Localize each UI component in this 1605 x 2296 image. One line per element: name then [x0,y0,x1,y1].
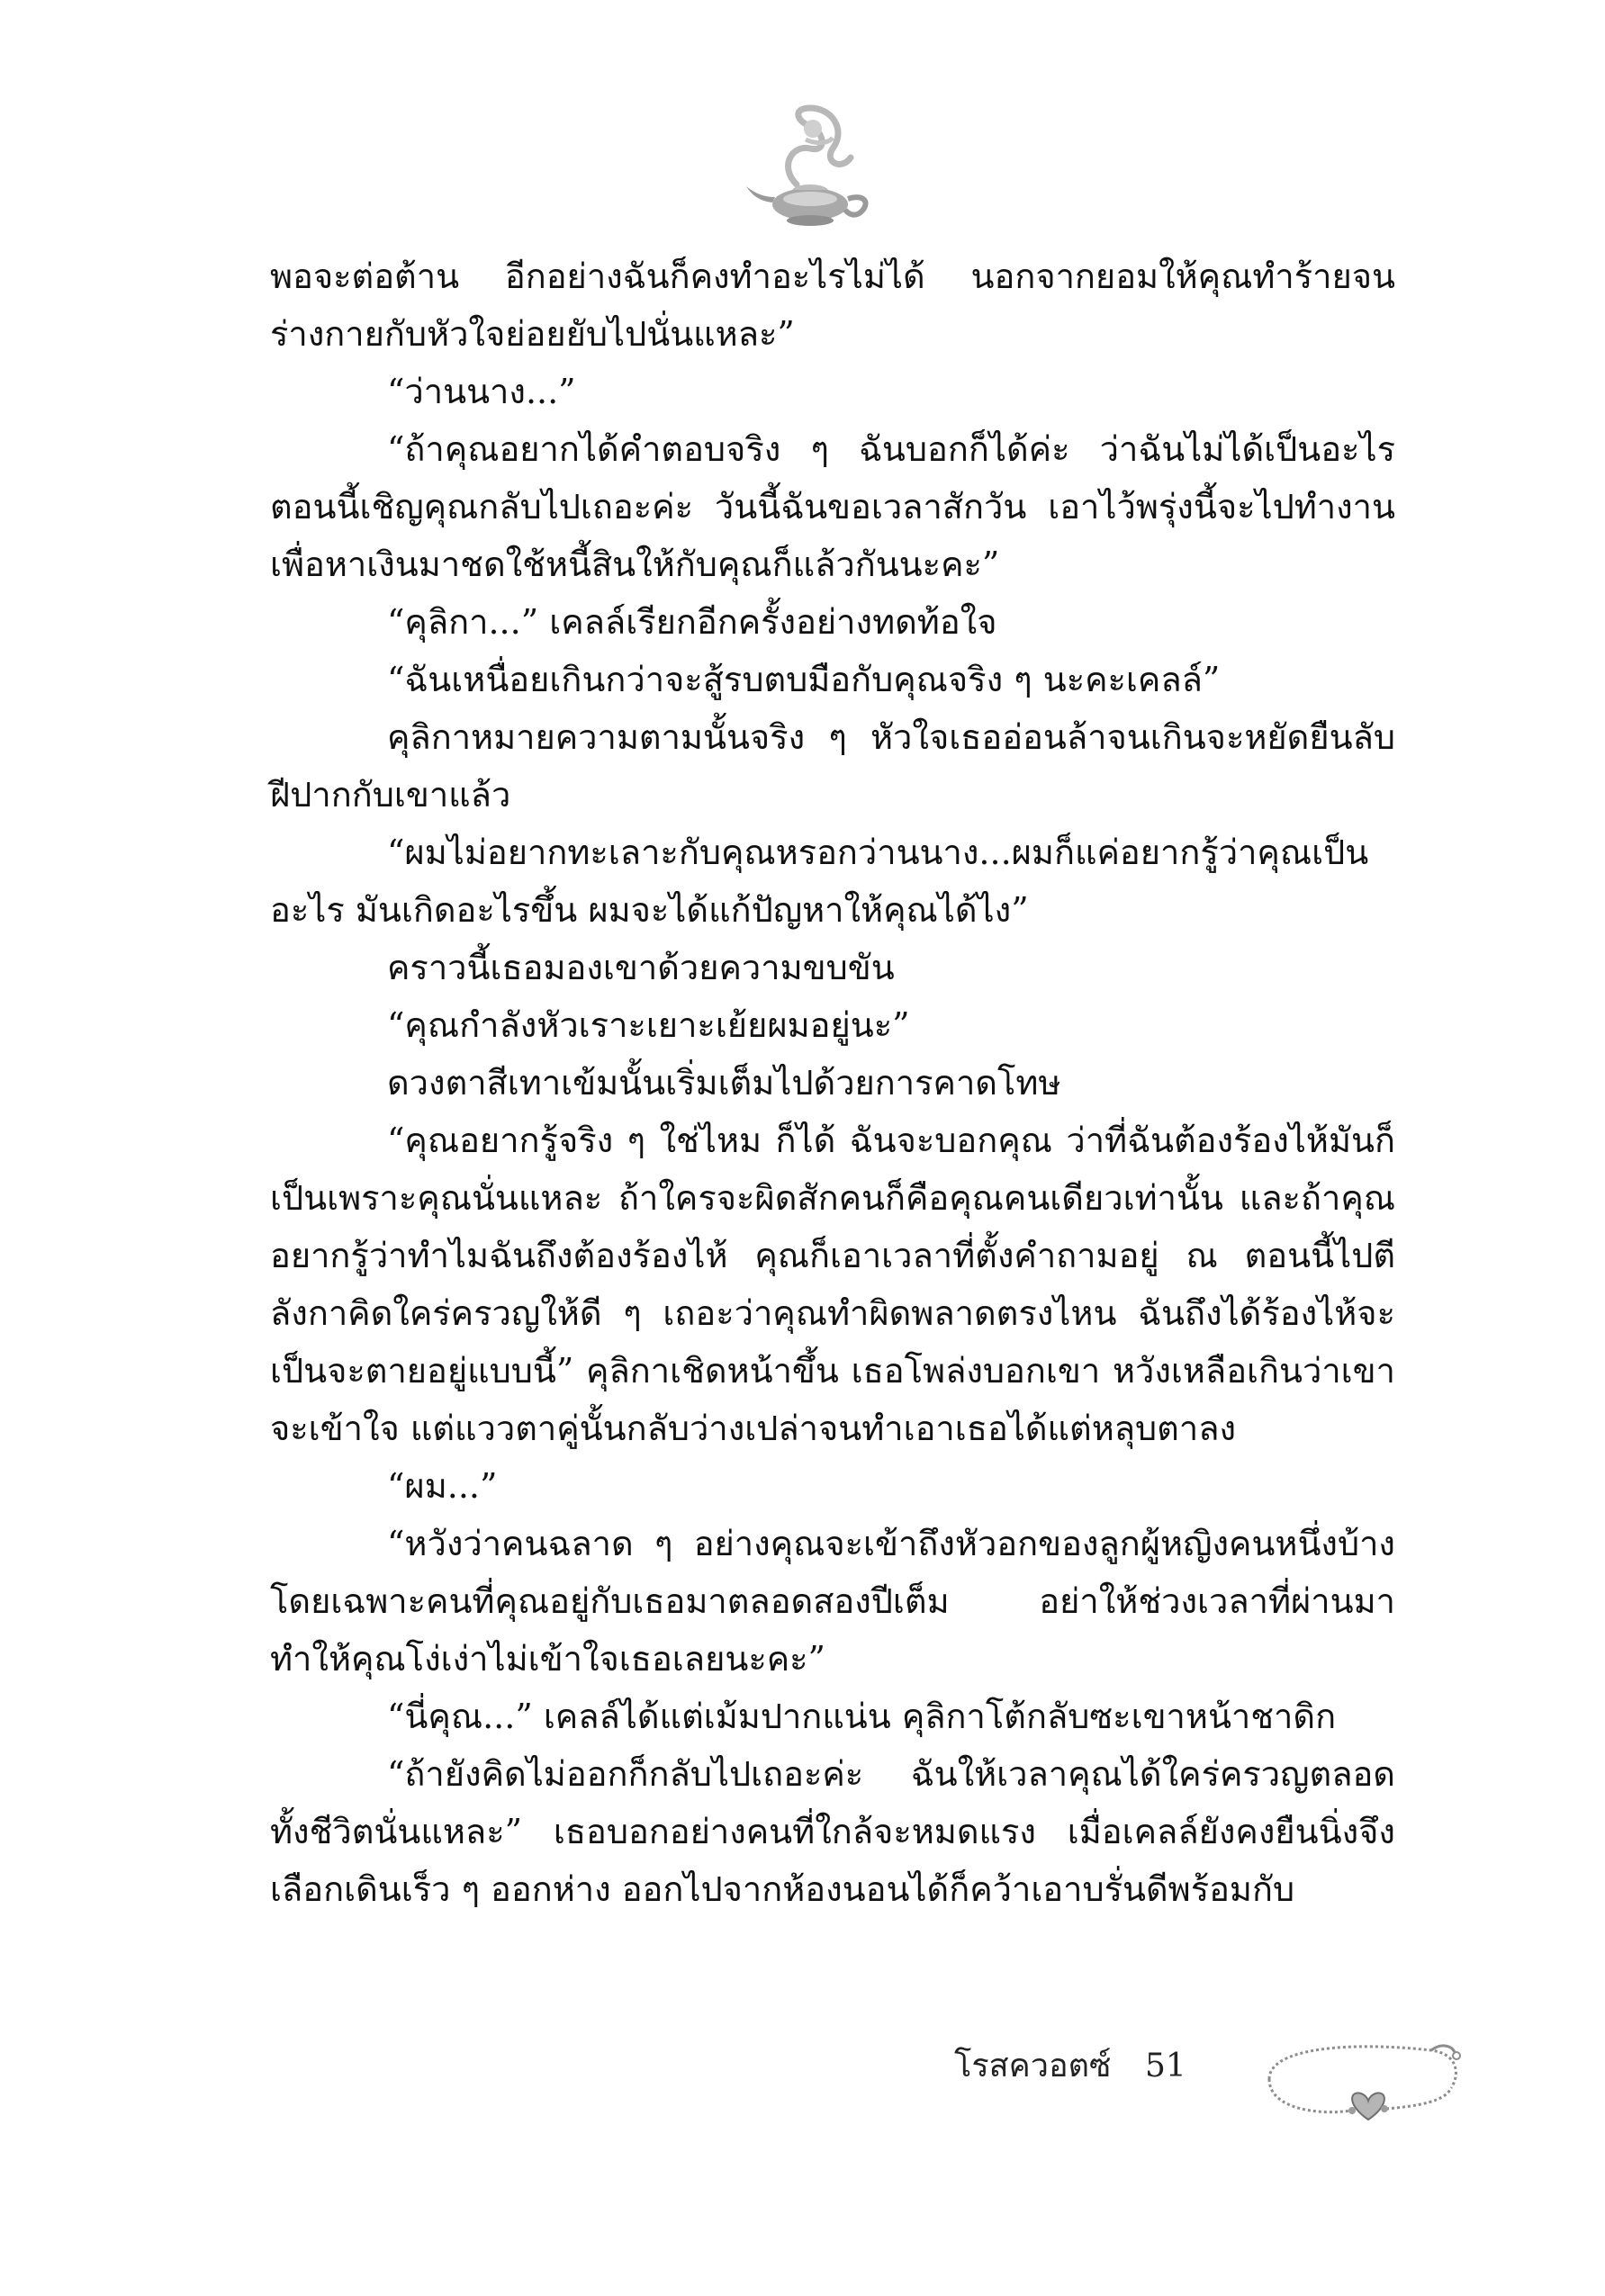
book-title: โรสควอตซ์ [954,2048,1112,2084]
paragraph-5: “ฉันเหนื่อยเกินกว่าจะสู้รบตบมือกับคุณจริง ๆ นะคะเคลล์” [387,660,1221,699]
page-number: 51 [1145,2048,1186,2084]
paragraph-15: “ถ้ายังคิดไม่ออกก็กลับไปเถอะค่ะ ฉันให้เวลาคุณได้ใคร่ครวญตลอดทั้งชีวิตนั่นแหละ” เธอบอกอย่างคนที่ใกล้จะหมดแรง เมื่อเคลล์ยังคงยืนนิ่งจึงเลือกเดินเร็ว ๆ ออกห่าง ออกไปจากห้องนอนได้ก็คว้าเอาบรั่นดีพร้อมกับ [270,1754,1395,1909]
paragraph-9: “คุณกำลังหัวเราะเยาะเย้ยผมอยู่นะ” [387,1005,910,1045]
paragraph-6: คุลิกาหมายความตามนั้นจริง ๆ หัวใจเธออ่อนล้าจนเกินจะหยัดยืนลับฝีปากกับเขาแล้ว [270,717,1395,815]
page-footer [0,2025,1605,2142]
paragraph-8: คราวนี้เธอมองเขาด้วยความขบขัน [387,948,895,987]
paragraph-2: “ว่านนาง...” [387,372,576,411]
paragraph-7: “ผมไม่อยากทะเลาะกับคุณหรอกว่านนาง...ผมก็แค่อยากรู้ว่าคุณเป็นอะไร มันเกิดอะไรขึ้น ผมจะได้แก้ปัญหาให้คุณได้ไง” [270,833,1369,930]
paragraph-14: “นี่คุณ...” เคลล์ได้แต่เม้มปากแน่น คุลิกาโต้กลับซะเขาหน้าชาดิก [387,1697,1337,1736]
paragraph-11: “คุณอยากรู้จริง ๆ ใช่ไหม ก็ได้ ฉันจะบอกคุณ ว่าที่ฉันต้องร้องไห้มันก็เป็นเพราะคุณนั่นแหละ ถ้าใครจะผิดสักคนก็คือคุณคนเดียวเท่านั้น และถ้าคุณอยากรู้ว่าทำไมฉันถึงต้องร้องไห้ คุณก็เอาเวลาที่ตั้งคำถามอยู่ ณ ตอนนี้ไปตีลังกาคิดใคร่ครวญให้ดี ๆ เถอะว่าคุณทำผิดพลาดตรงไหน ฉันถึงได้ร้องไห้จะเป็นจะตายอยู่แบบนี้” คุลิกาเชิดหน้าขึ้น เธอโพล่งบอกเขา หวังเหลือเกินว่าเขาจะเข้าใจ แต่แววตาคู่นั้นกลับว่างเปล่าจนทำเอาเธอได้แต่หลุบตาลง [270,1121,1395,1448]
paragraph-4: “คุลิกา...” เคลล์เรียกอีกครั้งอย่างทดท้อใจ [387,602,997,642]
paragraph-10: ดวงตาสีเทาเข้มนั้นเริ่มเต็มไปด้วยการคาดโทษ [387,1063,1061,1103]
heart-bracelet-icon [1251,2025,1467,2133]
paragraph-13: “หวังว่าคนฉลาด ๆ อย่างคุณจะเข้าถึงหัวอกของลูกผู้หญิงคนหนึ่งบ้าง โดยเฉพาะคนที่คุณอยู่กับเธอมาตลอดสองปีเต็ม อย่าให้ช่วงเวลาที่ผ่านมาทำให้คุณโง่เง่าไม่เข้าใจเธอเลยนะคะ” [270,1524,1395,1679]
paragraph-3: “ถ้าคุณอยากได้คำตอบจริง ๆ ฉันบอกก็ได้ค่ะ ว่าฉันไม่ได้เป็นอะไร ตอนนี้เชิญคุณกลับไปเถอะค่ะ วันนี้ฉันขอเวลาสักวัน เอาไว้พรุ่งนี้จะไปทำงานเพื่อหาเงินมาชดใช้หนี้สินให้กับคุณก็แล้วกันนะคะ” [270,429,1395,584]
story-text [270,248,1395,1918]
teapot-with-genie-icon [743,104,878,234]
paragraph-1: พอจะต่อต้าน อีกอย่างฉันก็คงทำอะไรไม่ได้ นอกจากยอมให้คุณทำร้ายจนร่างกายกับหัวใจย่อยยับไปนั่นแหละ” [270,257,1395,354]
paragraph-12: “ผม...” [387,1466,498,1506]
